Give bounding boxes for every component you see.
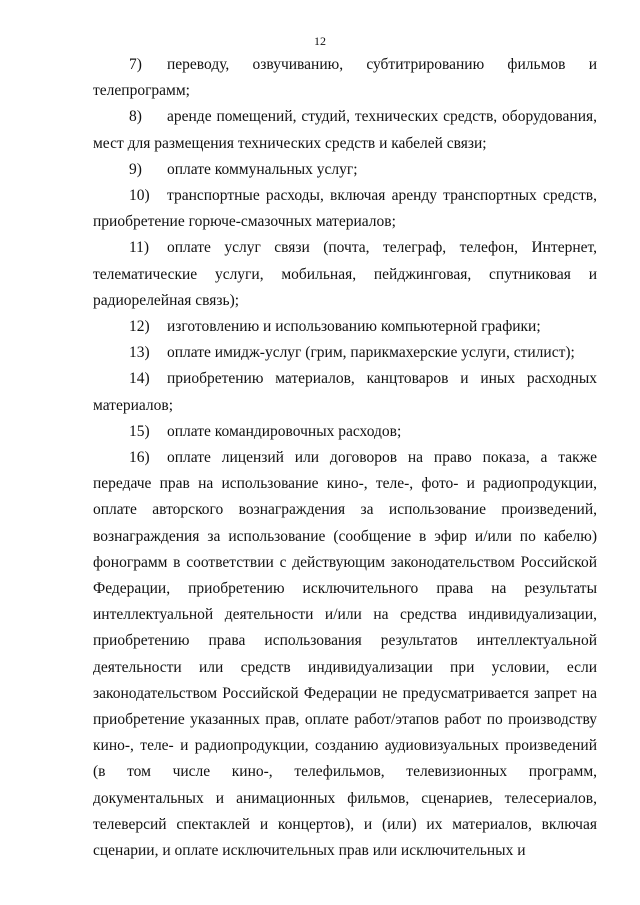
item-text: приобретению материалов, канцтоваров и иных расходных материалов;	[93, 370, 597, 414]
item-number: 15)	[129, 422, 150, 440]
list-item	[93, 314, 597, 340]
item-text: оплате командировочных расходов;	[167, 422, 402, 440]
item-text: оплате услуг связи (почта, телеграф, телефон, Интернет, телематические услуги, мобильная, пейджинговая, спутниковая и радиорелейная связь);	[93, 239, 597, 309]
list-item	[93, 445, 597, 864]
page-number: 12	[314, 34, 326, 48]
list-item	[93, 52, 597, 104]
item-number: 12)	[129, 318, 150, 336]
list-item	[93, 419, 597, 445]
item-text: оплате лицензий или договоров на право показа, а также передаче прав на использование кино-, теле-, фото- и радиопродукции, оплате авторского вознаграждения за использование произведений, вознаграждения за использование (сообщение в эфир и/или по кабелю) фонограмм в соответствии с действующим законодательством Российской Федерации, приобретению исключительного права на результаты интеллектуальной деятельности и/или на средства индивидуализации, приобретению права использования результатов интеллектуальной деятельности или средств индивидуализации при условии, если законодательством Российской Федерации не предусматривается запрет на приобретение указанных прав, оплате работ/этапов работ по производству кино-, теле- и радиопродукции, созданию аудиовизуальных произведений (в том числе кино-, телефильмов, телевизионных программ, документальных и анимационных фильмов, сценариев, телесериалов, телеверсий спектаклей и концертов), и (или) их материалов, включая сценарии, и оплате исключительных прав или исключительных и	[93, 449, 597, 860]
list-item	[93, 183, 597, 235]
item-text: переводу, озвучиванию, субтитрированию фильмов и телепрограмм;	[93, 56, 597, 100]
item-number: 14)	[129, 370, 150, 388]
item-number: 13)	[129, 344, 150, 362]
item-number: 16)	[129, 449, 150, 467]
list-item	[93, 340, 597, 366]
list-item	[93, 104, 597, 156]
item-number: 9)	[129, 160, 142, 178]
list-item	[93, 157, 597, 183]
item-number: 11)	[129, 239, 150, 257]
item-text: оплате коммунальных услуг;	[167, 160, 358, 178]
document-body	[93, 52, 597, 864]
item-number: 8)	[129, 108, 142, 126]
list-item	[93, 366, 597, 418]
item-text: оплате имидж-услуг (грим, парикмахерские услуги, стилист);	[167, 344, 575, 362]
item-text: аренде помещений, студий, технических средств, оборудования, мест для размещения технических средств и кабелей связи;	[93, 108, 597, 152]
item-text: изготовлению и использованию компьютерной графики;	[167, 318, 541, 336]
list-item	[93, 235, 597, 314]
item-number: 10)	[129, 187, 150, 205]
item-text: транспортные расходы, включая аренду транспортных средств, приобретение горюче-смазочных материалов;	[93, 187, 597, 231]
item-number: 7)	[129, 56, 142, 73]
